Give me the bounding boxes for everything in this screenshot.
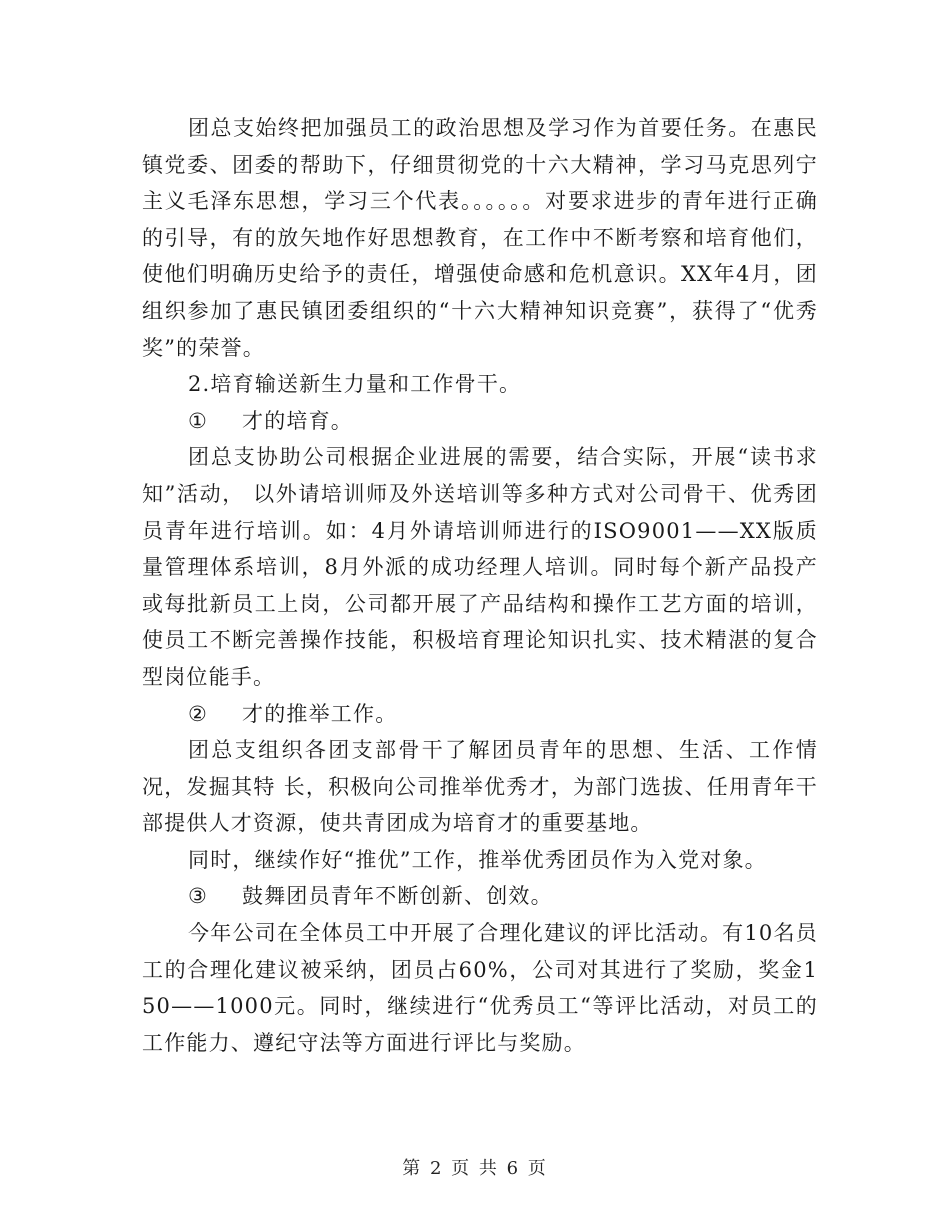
subheading-innovation bbox=[142, 878, 818, 915]
subheading-text: 才的培育。 bbox=[242, 408, 353, 433]
paragraph-party-recommendation: 同时，继续作好“推优”工作，推举优秀团员作为入党对象。 bbox=[188, 847, 767, 872]
paragraph-political-study: 团总支始终把加强员工的政治思想及学习作为首要任务。在惠民镇党委、团委的帮助下，仔细贯彻党的十六大精神，学习马克思列宁主义毛泽东思想，学习三个代表。。。。。。对要求进步的青年进行正确的引导，有的放矢地作好思想教育，在工作中不断考察和培育他们，使他们明确历史给予的责任，增强使命感和危机意识。XX年4月，团组织参加了惠民镇团委组织的“十六大精神知识竞赛”，获得了“优秀奖”的荣誉。 bbox=[142, 116, 818, 360]
circled-number-3: ③ bbox=[188, 884, 209, 909]
paragraph-recommendation: 团总支组织各团支部骨干了解团员青年的思想、生活、工作情况，发掘其特 长，积极向公司推举优秀才，为部门选拔、任用青年干部提供人才资源，使共青团成为培育才的重要基地。 bbox=[142, 738, 818, 836]
circled-number-2: ② bbox=[188, 701, 209, 726]
subheading-talent-recommendation bbox=[142, 696, 818, 733]
subheading-text: 鼓舞团员青年不断创新、创效。 bbox=[242, 884, 553, 909]
page-number-footer: 第 2 页 共 6 页 bbox=[402, 1158, 548, 1179]
section-heading-cultivate: 2.培育输送新生力量和工作骨干。 bbox=[188, 372, 522, 397]
subheading-text: 才的推举工作。 bbox=[242, 701, 398, 726]
circled-number-1: ① bbox=[188, 408, 209, 433]
paragraph-training: 团总支协助公司根据企业进展的需要，结合实际，开展“读书求知”活动， 以外请培训师及外送培训等多种方式对公司骨干、优秀团员青年进行培训。如：4月外请培训师进行的ISO9001——XX版质量管理体系培训，8月外派的成功经理人培训。同时每个新产品投产或每批新员工上岗，公司都开展了产品结构和操作工艺方面的培训，使员工不断完善操作技能，积极培育理论知识扎实、技术精湛的复合型岗位能手。 bbox=[142, 445, 818, 689]
page-body bbox=[142, 110, 818, 1061]
paragraph-suggestions: 今年公司在全体员工中开展了合理化建议的评比活动。有10名员工的合理化建议被采纳，团员占60%，公司对其进行了奖励，奖金150——1000元。同时，继续进行“优秀员工“等评比活动，对员工的工作能力、遵纪守法等方面进行评比与奖励。 bbox=[142, 921, 818, 1055]
subheading-talent-cultivation bbox=[142, 403, 818, 440]
